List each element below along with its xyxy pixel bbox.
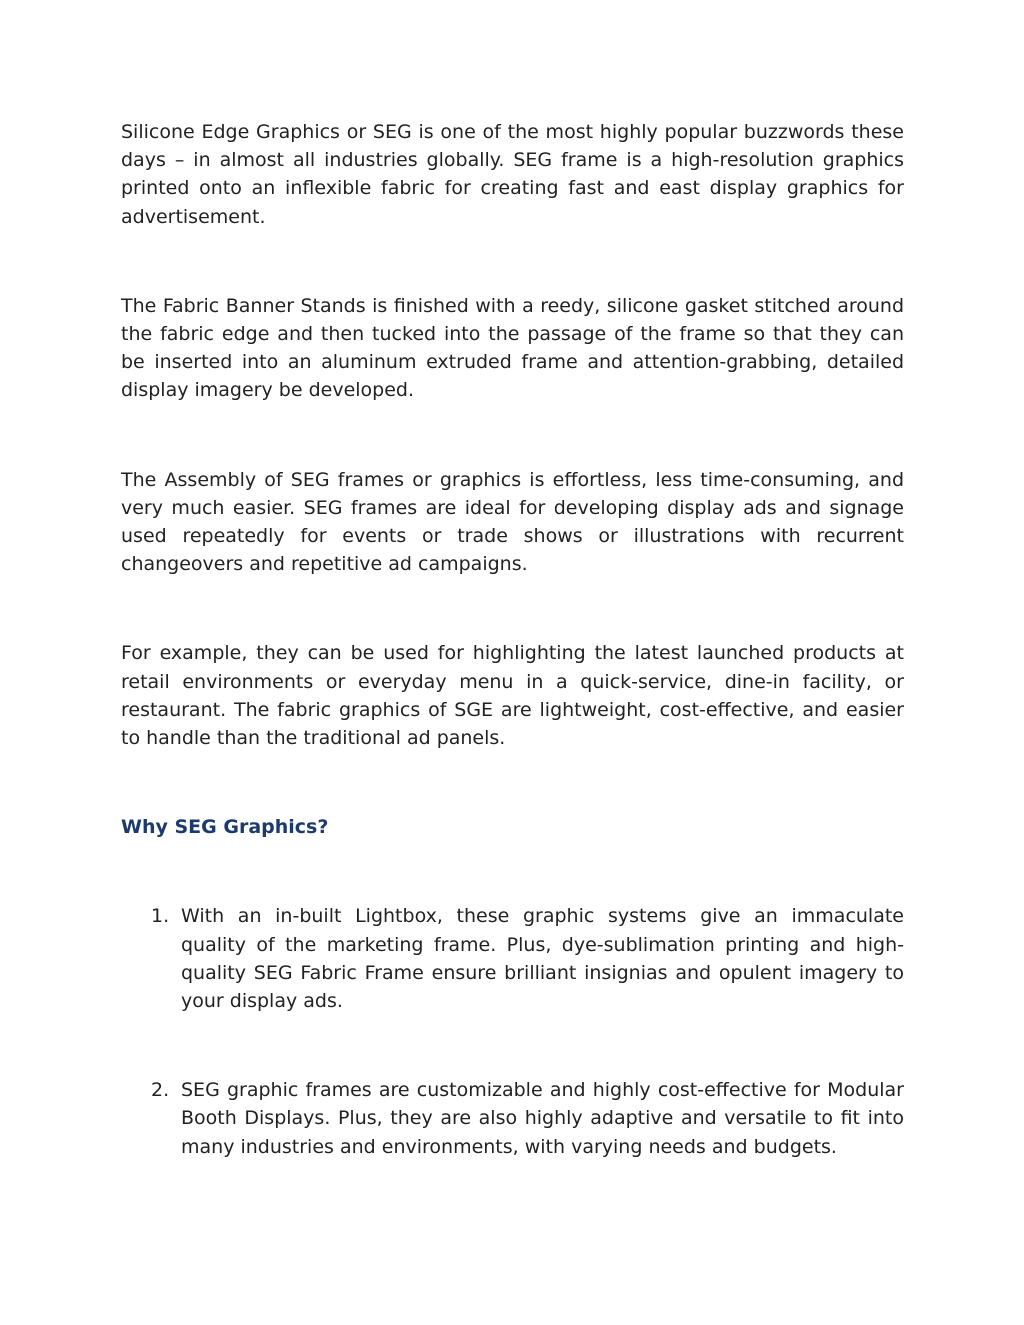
paragraph-fabric-banner-stands: The Fabric Banner Stands is finished with a reedy, silicone gasket stitched around the fabric edge and then tucked into the passage of the frame so that they can be inserted into an aluminum extruded frame and attention-grabbing, detailed display imagery be developed. [121, 294, 904, 402]
reasons-list [121, 902, 904, 1160]
document-body [121, 118, 904, 1161]
section-heading: Why SEG Graphics? [121, 816, 329, 839]
list-item-number: 1. [151, 905, 170, 928]
list-item [151, 1076, 904, 1161]
list-item-number: 2. [151, 1079, 170, 1102]
list-item-text: SEG graphic frames are customizable and highly cost-effective for Modular Booth Displays. Plus, they are also highly adaptive and versatile to fit into many industries and environments, with varying needs and budgets. [181, 1079, 904, 1158]
list-item-text: With an in-built Lightbox, these graphic systems give an immaculate quality of the marketing frame. Plus, dye-sublimation printing and high-quality SEG Fabric Frame ensure brilliant insignias and opulent imagery to your display ads. [181, 905, 904, 1013]
list-item [151, 902, 904, 1015]
paragraph-example: For example, they can be used for highlighting the latest launched products at retail environments or everyday menu in a quick-service, dine-in facility, or restaurant. The fabric graphics of SGE are lightweight, cost-effective, and easier to handle than the traditional ad panels. [121, 642, 904, 750]
paragraph-assembly: The Assembly of SEG frames or graphics is effortless, less time-consuming, and very much easier. SEG frames are ideal for developing display ads and signage used repeatedly for events or trade shows or illustrations with recurrent changeovers and repetitive ad campaigns. [121, 468, 904, 576]
paragraph-intro: Silicone Edge Graphics or SEG is one of the most highly popular buzzwords these days – in almost all industries globally. SEG frame is a high-resolution graphics printed onto an inflexible fabric for creating fast and east display graphics for advertisement. [121, 121, 904, 228]
